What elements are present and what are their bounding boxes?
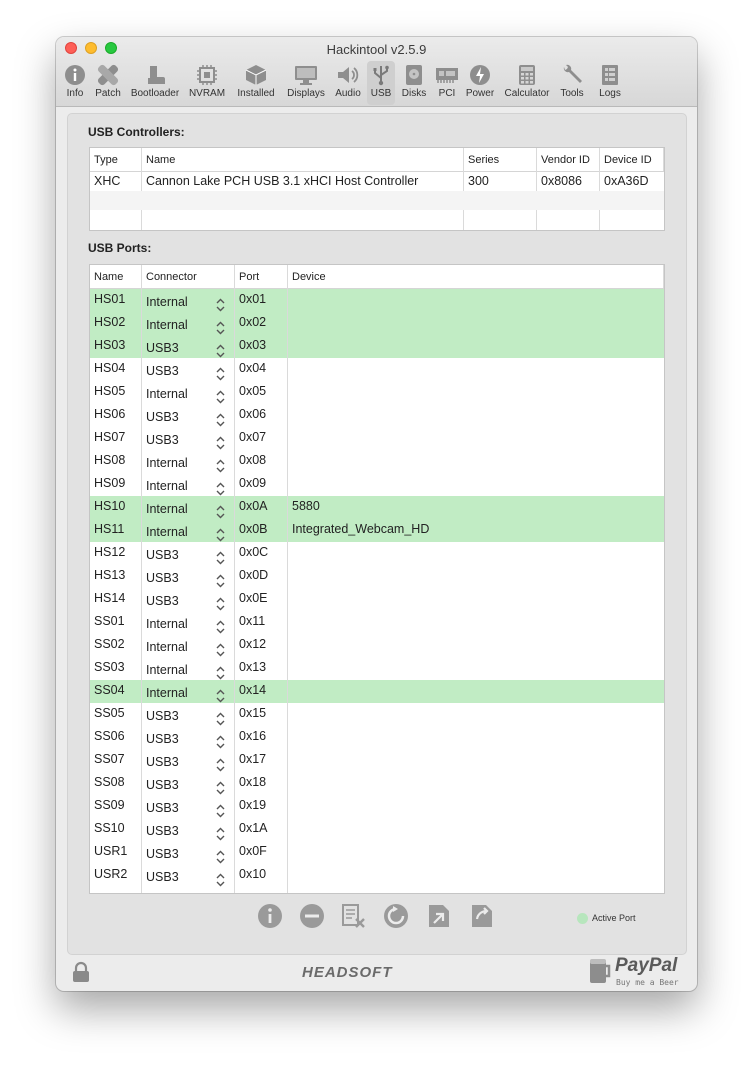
chevron-updown-icon[interactable] (216, 824, 225, 838)
chevron-updown-icon[interactable] (216, 548, 225, 562)
port-number: 0x11 (239, 614, 266, 628)
tab-label: Installed (237, 88, 275, 99)
tab-label: Calculator (504, 88, 550, 99)
tab-logs[interactable] (594, 61, 626, 105)
tab-displays[interactable] (284, 61, 328, 105)
port-number: 0x13 (239, 660, 267, 674)
tab-label: Tools (560, 88, 584, 99)
headsoft-logo: HEADSOFT (302, 964, 393, 981)
port-number: 0x09 (239, 476, 267, 490)
connector-select[interactable] (142, 749, 235, 772)
port-number: 0x03 (239, 338, 267, 352)
port-row[interactable] (90, 841, 664, 864)
usb-controllers-heading: USB Controllers: (88, 125, 185, 139)
chevron-updown-icon[interactable] (216, 479, 225, 493)
lock-icon[interactable] (70, 961, 92, 988)
port-device (288, 795, 664, 818)
connector-value: USB3 (146, 364, 179, 378)
connector-select[interactable] (142, 657, 235, 680)
connector-select[interactable] (142, 726, 235, 749)
connector-select[interactable] (142, 772, 235, 795)
port-number: 0x0D (239, 568, 269, 582)
ports-column-header[interactable]: Connector (142, 265, 235, 288)
port-row[interactable] (90, 772, 664, 795)
ports-column-header[interactable]: Port (235, 265, 288, 288)
patch-icon (91, 64, 125, 86)
port-name: HS09 (94, 476, 126, 490)
port-device (288, 657, 664, 680)
column-divider (287, 288, 288, 893)
port-device (288, 542, 664, 565)
beer-icon (588, 955, 612, 985)
usb-icon (367, 64, 395, 86)
tab-patch[interactable] (91, 61, 125, 105)
connector-value: USB3 (146, 778, 179, 792)
controller-type: XHC (94, 174, 121, 188)
active-port-label: Active Port (592, 913, 636, 923)
chevron-updown-icon[interactable] (216, 801, 225, 815)
connector-select[interactable] (142, 381, 235, 404)
port-number: 0x0E (239, 591, 268, 605)
port-name: SS09 (94, 798, 125, 812)
port-row[interactable] (90, 795, 664, 818)
hackintool-window (56, 37, 697, 991)
connector-select[interactable] (142, 427, 235, 450)
port-row[interactable] (90, 496, 664, 519)
tab-label: Power (465, 88, 495, 99)
port-row[interactable] (90, 473, 664, 496)
tab-info[interactable] (63, 61, 87, 105)
connector-value: USB3 (146, 755, 179, 769)
connector-select[interactable] (142, 634, 235, 657)
port-row[interactable] (90, 542, 664, 565)
controller-device: 0xA36D (604, 174, 649, 188)
controllers-column-header[interactable]: Vendor ID (537, 148, 600, 171)
port-row[interactable] (90, 335, 664, 358)
table-row[interactable] (90, 172, 664, 191)
info-icon (63, 64, 87, 86)
column-divider (234, 288, 235, 893)
port-name: USR1 (94, 844, 128, 858)
port-number: 0x15 (239, 706, 267, 720)
connector-value: Internal (146, 479, 188, 493)
connector-value: USB3 (146, 341, 179, 355)
tab-disks[interactable] (399, 61, 429, 105)
port-device (288, 565, 664, 588)
connector-select[interactable] (142, 404, 235, 427)
connector-value: USB3 (146, 847, 179, 861)
connector-value: USB3 (146, 410, 179, 424)
port-device (288, 680, 664, 703)
power-icon (464, 64, 496, 86)
port-name: HS07 (94, 430, 126, 444)
connector-select[interactable] (142, 588, 235, 611)
ports-column-header[interactable]: Name (90, 265, 142, 288)
port-number: 0x07 (239, 430, 267, 444)
connector-value: USB3 (146, 824, 179, 838)
port-device (288, 312, 664, 335)
chevron-updown-icon[interactable] (216, 364, 225, 378)
calculator-icon (500, 64, 554, 86)
controllers-header (90, 148, 664, 172)
chevron-updown-icon[interactable] (216, 433, 225, 447)
tab-label: Disks (401, 88, 427, 99)
port-name: HS14 (94, 591, 126, 605)
port-number: 0x17 (239, 752, 267, 766)
tab-label: Info (66, 88, 84, 99)
refresh-icon[interactable] (383, 903, 409, 929)
connector-select[interactable] (142, 335, 235, 358)
ports-column-header[interactable]: Device (288, 265, 664, 288)
table-row[interactable] (90, 191, 664, 210)
connector-select[interactable] (142, 680, 235, 703)
connector-select[interactable] (142, 841, 235, 864)
port-device (288, 289, 664, 312)
export-icon[interactable] (469, 903, 495, 929)
port-name: SS01 (94, 614, 125, 628)
port-number: 0x12 (239, 637, 267, 651)
connector-value: Internal (146, 617, 188, 631)
controllers-column-header[interactable]: Name (142, 148, 464, 171)
connector-select[interactable] (142, 565, 235, 588)
port-row[interactable] (90, 611, 664, 634)
tab-label: Logs (599, 88, 621, 99)
tab-calculator[interactable] (500, 61, 554, 105)
port-device (288, 588, 664, 611)
connector-select[interactable] (142, 864, 235, 887)
tab-installed[interactable] (232, 61, 280, 105)
bootloader-icon (127, 64, 183, 86)
port-name: HS03 (94, 338, 126, 352)
controller-name: Cannon Lake PCH USB 3.1 xHCI Host Controller (146, 174, 419, 188)
port-device: Integrated_Webcam_HD (292, 522, 430, 536)
port-row[interactable] (90, 657, 664, 680)
chevron-updown-icon[interactable] (216, 617, 225, 631)
connector-value: Internal (146, 456, 188, 470)
connector-value: Internal (146, 525, 188, 539)
port-number: 0x16 (239, 729, 267, 743)
chevron-updown-icon[interactable] (216, 847, 225, 861)
controller-series: 300 (468, 174, 489, 188)
chevron-updown-icon[interactable] (216, 732, 225, 746)
port-device (288, 358, 664, 381)
connector-select[interactable] (142, 818, 235, 841)
displays-icon (284, 64, 328, 86)
port-row[interactable] (90, 427, 664, 450)
connector-value: Internal (146, 663, 188, 677)
chevron-updown-icon[interactable] (216, 778, 225, 792)
port-device (288, 404, 664, 427)
tab-label: USB (370, 88, 392, 99)
controllers-column-header[interactable]: Device ID (600, 148, 664, 171)
usb-ports-heading: USB Ports: (88, 241, 152, 255)
tab-label: Patch (95, 88, 121, 99)
port-row[interactable] (90, 565, 664, 588)
port-device (288, 749, 664, 772)
port-number: 0x19 (239, 798, 267, 812)
audio-icon (333, 64, 363, 86)
connector-select[interactable] (142, 473, 235, 496)
port-device (288, 772, 664, 795)
tab-power[interactable] (464, 61, 496, 105)
connector-value: USB3 (146, 594, 179, 608)
pci-icon (435, 64, 459, 86)
connector-value: USB3 (146, 548, 179, 562)
chevron-updown-icon[interactable] (216, 456, 225, 470)
port-name: HS06 (94, 407, 126, 421)
port-name: USR2 (94, 867, 128, 881)
port-row[interactable] (90, 404, 664, 427)
port-name: HS11 (94, 522, 125, 536)
controller-vendor: 0x8086 (541, 174, 583, 188)
port-name: HS02 (94, 315, 126, 329)
chevron-updown-icon[interactable] (216, 755, 225, 769)
connector-select[interactable] (142, 703, 235, 726)
tab-label: PCI (438, 88, 456, 99)
connector-value: USB3 (146, 870, 179, 884)
port-name: SS05 (94, 706, 125, 720)
usb-controllers-table[interactable] (89, 147, 665, 231)
port-name: HS04 (94, 361, 126, 375)
connector-value: Internal (146, 387, 188, 401)
window-title: Hackintool v2.5.9 (326, 42, 427, 57)
port-number: 0x0A (239, 499, 268, 513)
port-number: 0x02 (239, 315, 267, 329)
tab-audio[interactable] (333, 61, 363, 105)
port-device (288, 473, 664, 496)
chevron-updown-icon[interactable] (216, 663, 225, 677)
connector-select[interactable] (142, 496, 235, 519)
port-number: 0x18 (239, 775, 267, 789)
chevron-updown-icon[interactable] (216, 318, 225, 332)
port-row[interactable] (90, 519, 664, 542)
port-name: SS04 (94, 683, 125, 697)
connector-value: USB3 (146, 709, 179, 723)
tab-tools[interactable] (557, 61, 587, 105)
port-number: 0x14 (239, 683, 267, 697)
port-number: 0x05 (239, 384, 267, 398)
controllers-column-header[interactable]: Series (464, 148, 537, 171)
table-row[interactable] (90, 210, 664, 229)
connector-value: USB3 (146, 801, 179, 815)
tab-label: Bootloader (130, 88, 180, 99)
connector-select[interactable] (142, 450, 235, 473)
info-icon[interactable] (257, 903, 283, 929)
active-port-swatch (577, 913, 588, 924)
port-row[interactable] (90, 289, 664, 312)
port-number: 0x10 (239, 867, 267, 881)
paypal-donate[interactable] (588, 955, 679, 990)
active-port-legend (577, 913, 636, 924)
port-name: SS06 (94, 729, 125, 743)
connector-value: Internal (146, 686, 188, 700)
port-name: HS05 (94, 384, 126, 398)
port-device: 5880 (292, 499, 320, 513)
port-row[interactable] (90, 588, 664, 611)
chevron-updown-icon[interactable] (216, 387, 225, 401)
tab-nvram[interactable] (187, 61, 227, 105)
port-device (288, 335, 664, 358)
tab-label: Audio (335, 88, 361, 99)
chevron-updown-icon[interactable] (216, 709, 225, 723)
chevron-updown-icon[interactable] (216, 410, 225, 424)
port-row[interactable] (90, 634, 664, 657)
port-name: HS12 (94, 545, 126, 559)
connector-select[interactable] (142, 519, 235, 542)
port-number: 0x0C (239, 545, 269, 559)
port-device (288, 703, 664, 726)
chevron-updown-icon[interactable] (216, 295, 225, 309)
port-device (288, 611, 664, 634)
port-number: 0x04 (239, 361, 267, 375)
port-number: 0x06 (239, 407, 267, 421)
connector-value: Internal (146, 502, 188, 516)
title-bar (56, 37, 697, 107)
port-row[interactable] (90, 450, 664, 473)
connector-select[interactable] (142, 611, 235, 634)
tab-label: Displays (287, 88, 325, 99)
port-number: 0x0F (239, 844, 267, 858)
chevron-updown-icon[interactable] (216, 525, 225, 539)
chevron-updown-icon[interactable] (216, 594, 225, 608)
port-name: SS03 (94, 660, 125, 674)
tools-icon (557, 64, 587, 86)
ports-header (90, 265, 664, 289)
port-device (288, 450, 664, 473)
logs-icon (594, 64, 626, 86)
port-name: HS01 (94, 292, 126, 306)
tab-bootloader[interactable] (127, 61, 183, 105)
port-name: HS13 (94, 568, 126, 582)
port-row[interactable] (90, 312, 664, 335)
port-row[interactable] (90, 358, 664, 381)
port-device (288, 818, 664, 841)
connector-value: USB3 (146, 571, 179, 585)
connector-value: USB3 (146, 732, 179, 746)
controllers-column-header[interactable]: Type (90, 148, 142, 171)
column-divider (141, 288, 142, 893)
port-row[interactable] (90, 726, 664, 749)
paypal-label: PayPal (615, 955, 678, 976)
port-name: HS10 (94, 499, 126, 513)
connector-value: Internal (146, 295, 188, 309)
port-device (288, 381, 664, 404)
port-name: SS10 (94, 821, 125, 835)
connector-select[interactable] (142, 289, 235, 312)
port-number: 0x0B (239, 522, 268, 536)
tab-usb[interactable] (367, 61, 395, 105)
port-device (288, 864, 664, 887)
chevron-updown-icon[interactable] (216, 640, 225, 654)
import-icon[interactable] (426, 903, 452, 929)
port-number: 0x01 (239, 292, 267, 306)
clear-icon[interactable] (340, 903, 366, 929)
port-number: 0x1A (239, 821, 268, 835)
port-row[interactable] (90, 680, 664, 703)
chevron-updown-icon[interactable] (216, 341, 225, 355)
connector-select[interactable] (142, 358, 235, 381)
port-name: SS02 (94, 637, 125, 651)
chevron-updown-icon[interactable] (216, 502, 225, 516)
usb-ports-table[interactable] (89, 264, 665, 894)
paypal-sub-label: Buy me a Beer (616, 978, 679, 987)
port-name: SS08 (94, 775, 125, 789)
connector-value: Internal (146, 318, 188, 332)
port-number: 0x08 (239, 453, 267, 467)
installed-icon (232, 64, 280, 86)
port-row[interactable] (90, 381, 664, 404)
port-row[interactable] (90, 703, 664, 726)
chevron-updown-icon[interactable] (216, 686, 225, 700)
port-row[interactable] (90, 749, 664, 772)
port-row[interactable] (90, 818, 664, 841)
connector-select[interactable] (142, 312, 235, 335)
port-name: SS07 (94, 752, 125, 766)
connector-select[interactable] (142, 542, 235, 565)
connector-value: Internal (146, 640, 188, 654)
port-row[interactable] (90, 864, 664, 887)
chevron-updown-icon[interactable] (216, 870, 225, 884)
port-device (288, 427, 664, 450)
remove-icon[interactable] (299, 903, 325, 929)
port-device (288, 726, 664, 749)
disks-icon (399, 64, 429, 86)
connector-select[interactable] (142, 795, 235, 818)
port-name: HS08 (94, 453, 126, 467)
tab-pci[interactable] (435, 61, 459, 105)
chevron-updown-icon[interactable] (216, 571, 225, 585)
port-device (288, 841, 664, 864)
connector-value: USB3 (146, 433, 179, 447)
nvram-icon (187, 64, 227, 86)
port-device (288, 634, 664, 657)
tab-label: NVRAM (188, 88, 226, 99)
usb-panel (67, 113, 687, 955)
